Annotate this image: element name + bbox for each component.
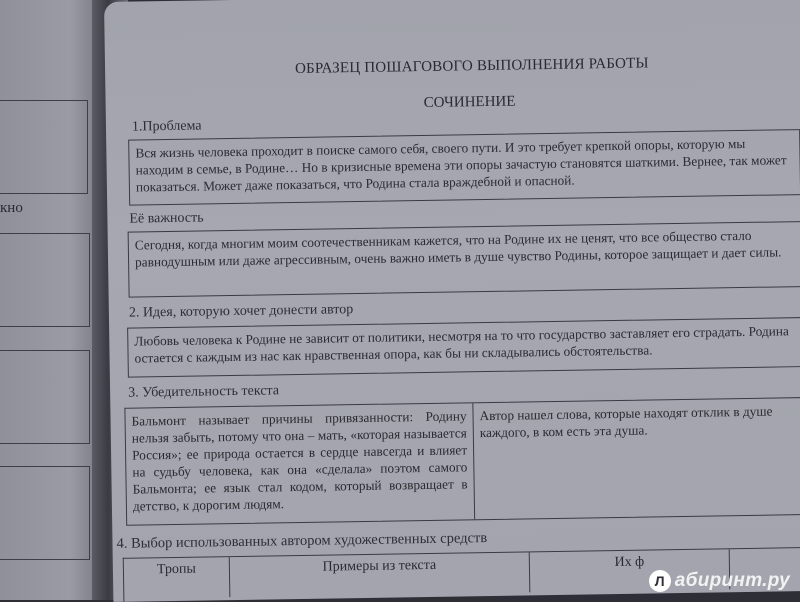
importance-text: Сегодня, когда многим моим соотечественникам кажется, что на Родине их не ценят, что все общество стало равнодушным или даже агрессивным, очень важно иметь в душе чувство Родины, которое защищает и дает силы. [134,227,782,270]
labirint-logo-icon: Л [649,570,671,592]
right-page [104,0,800,602]
left-answer-box [0,100,88,194]
persuasiveness-right-cell: Автор нашел слова, которые находят отклик в душе каждого, в ком есть эта душа. [479,403,773,441]
labirint-watermark [649,570,790,592]
left-answer-box [0,350,90,444]
idea-text: Любовь человека к Родине не зависит от политики, несмотря на то что государство заставляет его страдать. Родина остается с каждым из нас как нравственная опора, как бы ни складывались обстоятельства. [134,323,789,366]
problem-text: Вся жизнь человека проходит в поиске самого себя, своего пути. И это требует крепкой опоры, которую мы находим в семье, в Родине… Но в кризисные времена эти опоры зачастую становятся шаткими. Вернее, так может показаться. Может даже показаться, что Родина стала враждебной и опасной. [135,135,787,195]
means-col-tropes: Тропы [124,557,231,599]
left-answer-box [0,466,90,560]
means-col-examples: Примеры из текста [230,552,531,597]
page-title: ОБРАЗЕЦ ПОШАГОВОГО ВЫПОЛНЕНИЯ РАБОТЫ [294,55,649,78]
persuasiveness-table [124,397,800,526]
means-label: 4. Выбор использованных автором художественных средств [116,530,488,552]
problem-box [128,129,800,206]
idea-label: 2. Идея, которую хочет донести автор [128,302,354,321]
means-col-function: Их ф [530,549,731,592]
watermark-text: абиринт.ру [674,570,790,591]
idea-box [127,317,800,378]
left-page-fragment: кно [0,200,23,216]
left-answer-box [0,233,90,327]
persuasiveness-label: 3. Убедительность текста [128,383,280,401]
left-page [0,0,100,600]
problem-label: 1.Проблема [131,118,202,135]
page-subtitle: СОЧИНЕНИЕ [423,93,516,111]
importance-box [128,221,800,298]
persuasiveness-left-cell: Бальмонт называет причины привязанности: Родину нельзя забыть, потому что она – мать, «которая называется Россия»; ее природа остается в сердце навсегда и влияет на судьбу человека, как она «сделала» поэтом самого Бальмонта; ее язык стал кодом, который возвращает в детство, к дорогим людям. [125,403,475,524]
importance-label: Её важность [129,210,204,227]
